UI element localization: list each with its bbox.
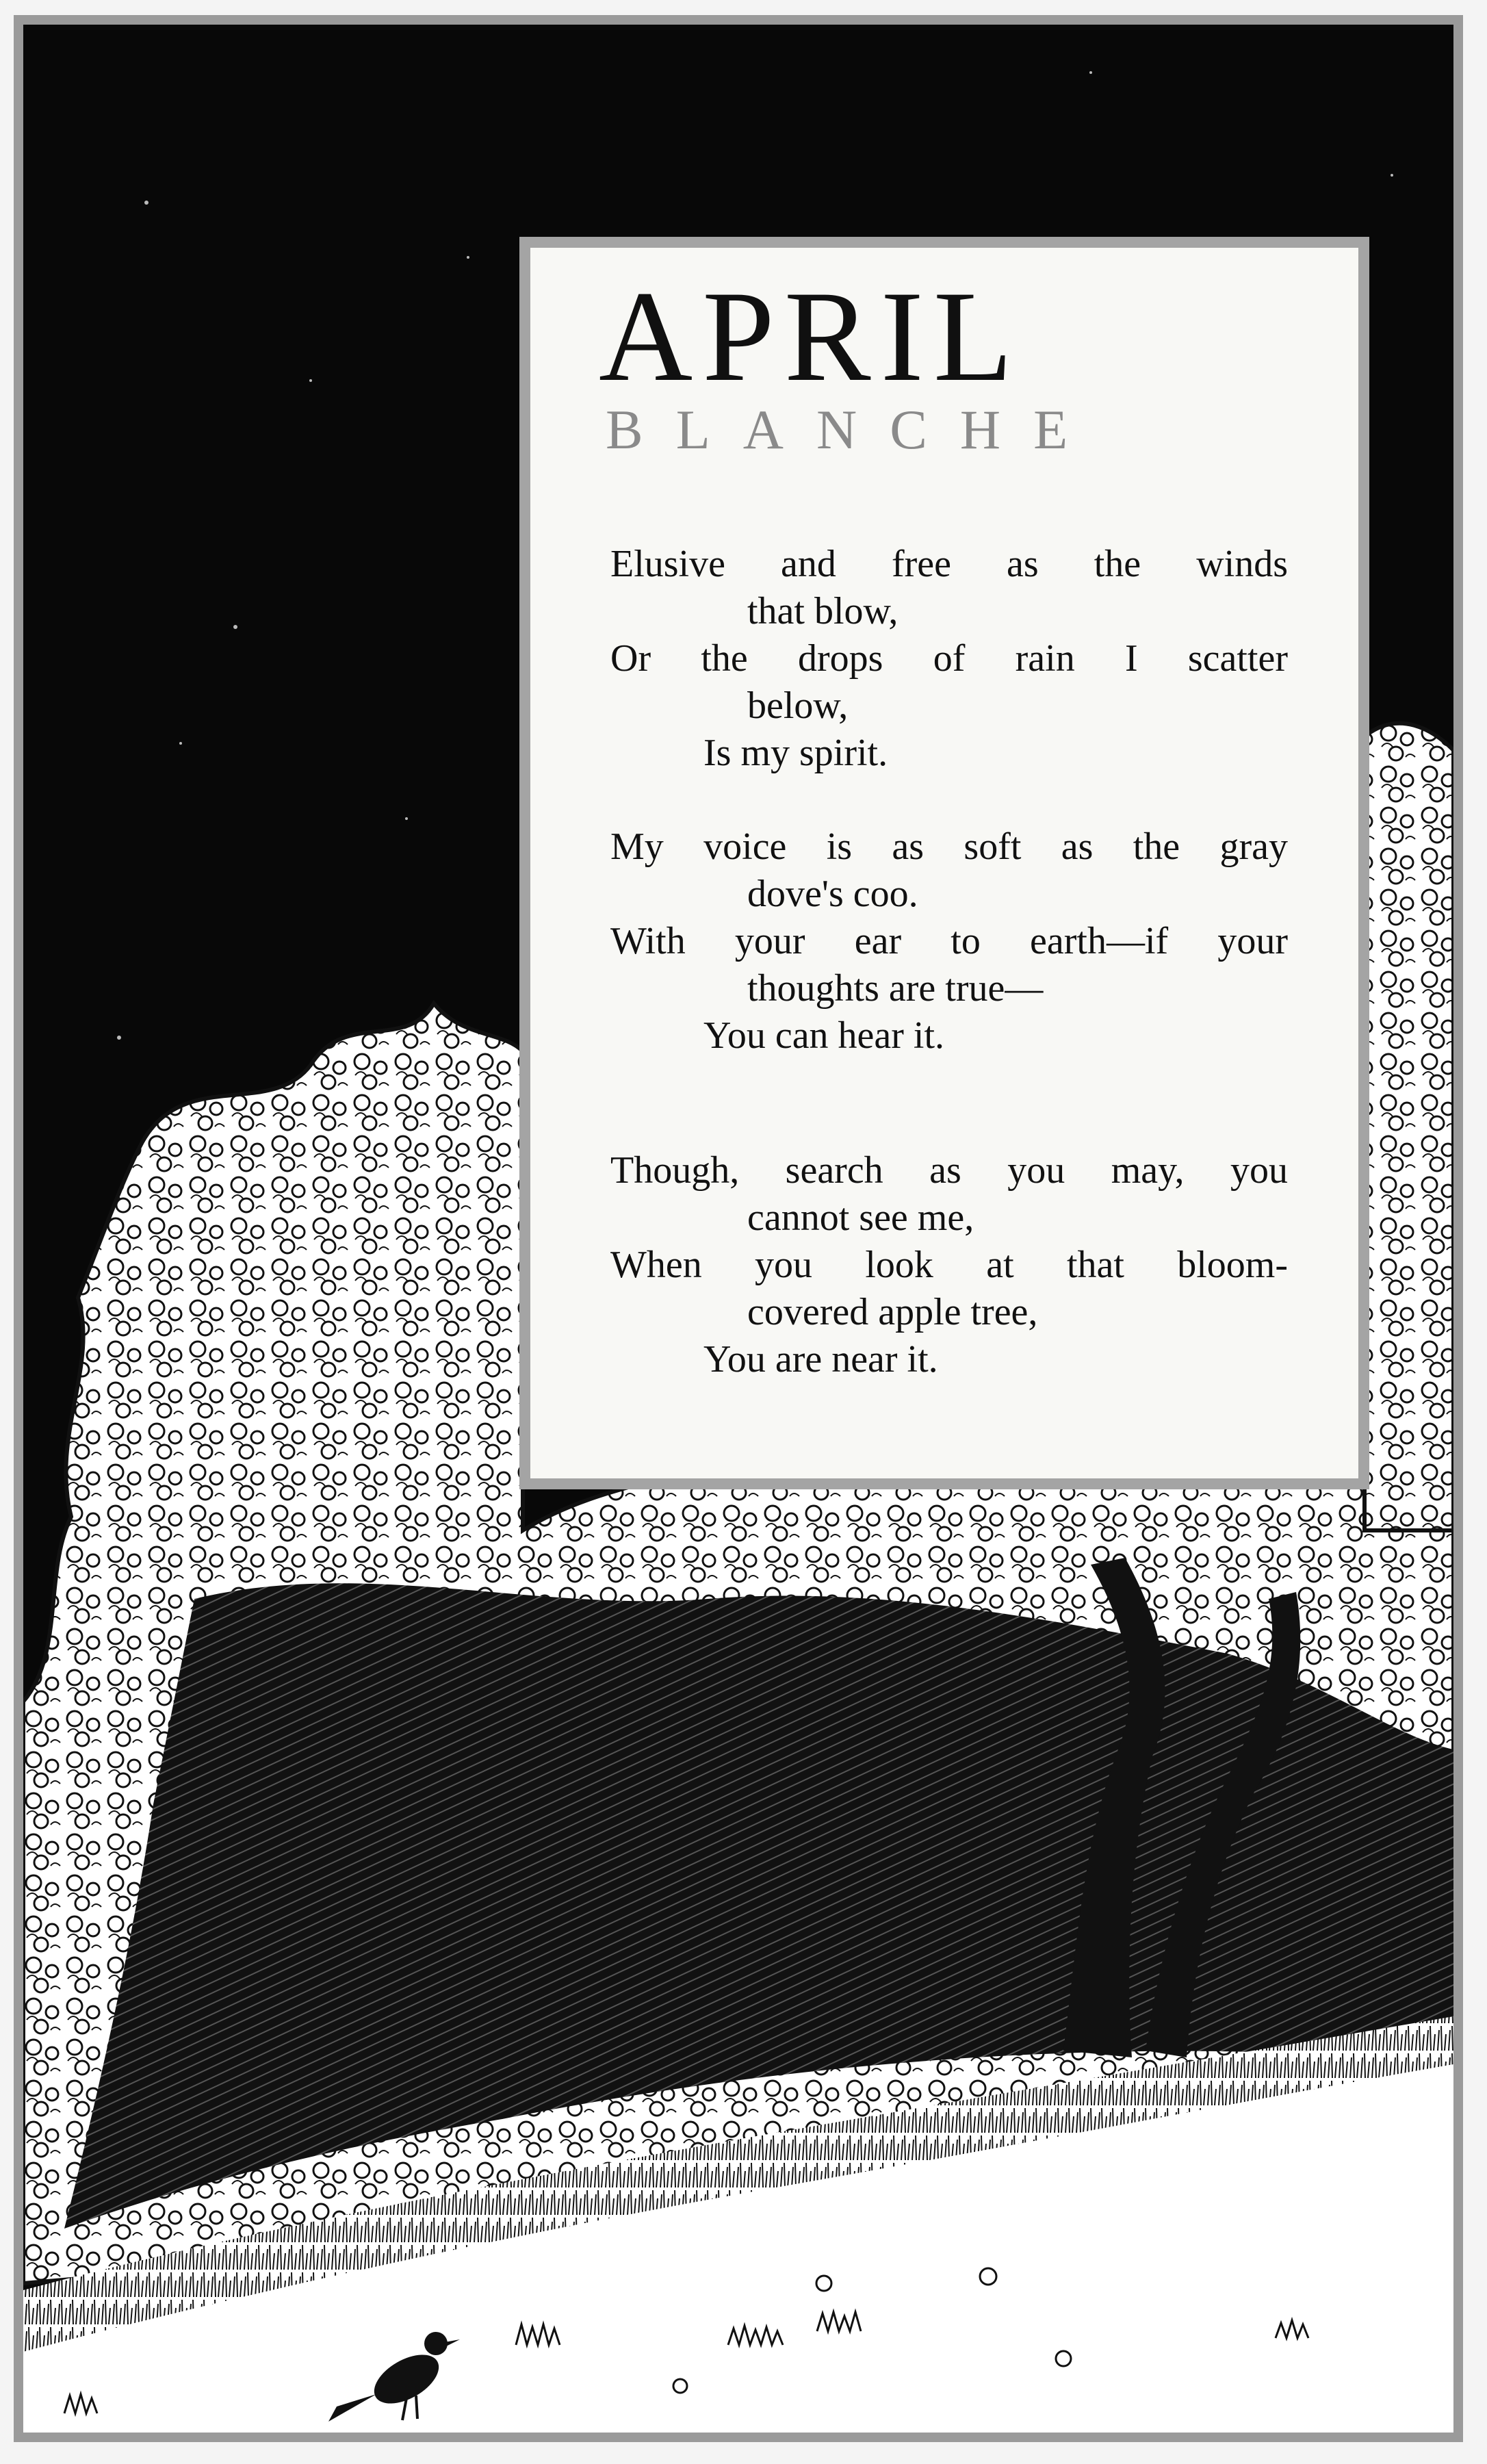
poem-stanza [610, 1147, 1288, 1383]
poem-line: With your ear to earth—if your [610, 920, 1288, 962]
poem-line: Elusive and free as the winds [610, 543, 1288, 585]
poem-line: cannot see me, [747, 1196, 974, 1239]
poem-line: When you look at that bloom- [610, 1244, 1288, 1286]
right-blossom-column [1365, 723, 1453, 1530]
poem-line: Or the drops of rain I scatter [610, 637, 1288, 680]
poem-line: Though, search as you may, you [610, 1149, 1288, 1192]
poem-line: below, [747, 684, 849, 727]
poem-line: You can hear it. [703, 1014, 945, 1057]
poem-line: You are near it. [703, 1338, 938, 1381]
poem-stanza [610, 541, 1288, 777]
poem-panel [519, 237, 1369, 1489]
poem-line: that blow, [747, 590, 898, 632]
poem-line: My voice is as soft as the gray [610, 825, 1288, 868]
poem-line: Is my spirit. [703, 732, 888, 774]
poem-author: BLANCHE [606, 398, 1101, 461]
poem-body [610, 541, 1288, 1383]
page-frame [14, 15, 1463, 2442]
poem-line: thoughts are true— [747, 967, 1044, 1010]
poem-title: APRIL [599, 265, 1022, 409]
poem-line: dove's coo. [747, 873, 918, 915]
stanza-gap [610, 777, 1288, 823]
stanza-gap [610, 1060, 1288, 1147]
poem-stanza [610, 823, 1288, 1060]
poem-line: covered apple tree, [747, 1291, 1038, 1333]
